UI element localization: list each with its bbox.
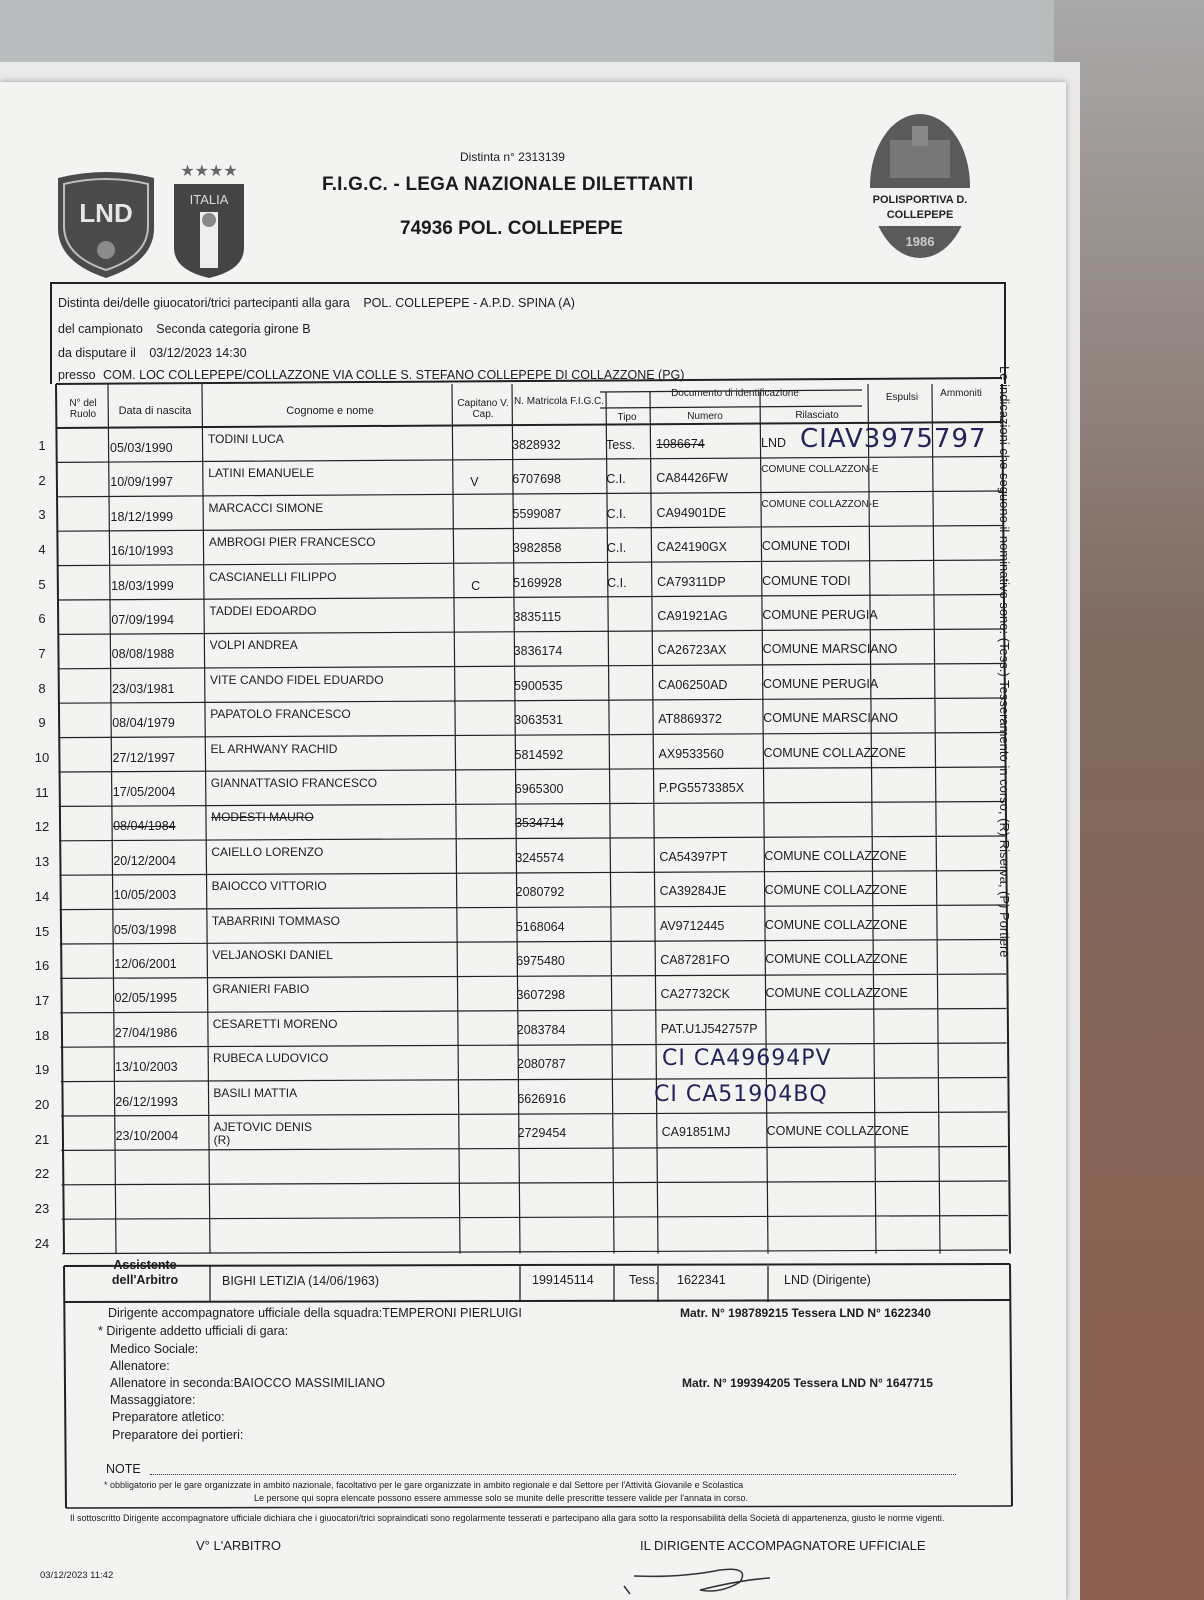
row-number: 21 — [34, 1131, 50, 1147]
figc-matricola: 2080787 — [517, 1057, 566, 1072]
massaggiatore-label: Massaggiatore: — [110, 1393, 196, 1407]
svg-text:COLLEPEPE: COLLEPEPE — [886, 209, 954, 221]
row-number: 18 — [34, 1027, 50, 1043]
player-name: PAPATOLO FRANCESCO — [210, 707, 351, 722]
distinta-number: Distinta n° 2313139 — [460, 150, 565, 164]
document-type: C.I. — [606, 541, 627, 556]
birth-date: 05/03/1998 — [113, 922, 177, 937]
addetto-label: * Dirigente addetto ufficiali di gara: — [98, 1324, 289, 1338]
player-name: BASILI MATTIA — [213, 1085, 298, 1100]
document-number: AX9533560 — [658, 746, 724, 761]
header-ammoniti: Ammoniti — [940, 388, 982, 399]
handwritten-row19: CI CA49694PV — [662, 1046, 832, 1071]
note-dotted-line — [150, 1474, 956, 1475]
header-matricola: N. Matricola F.I.G.C. — [514, 396, 605, 407]
row-number: 19 — [34, 1062, 50, 1078]
player-name: CAIELLO LORENZO — [211, 844, 324, 859]
document-number: 1086674 — [656, 437, 705, 451]
side-legend: Le indicazioni che seguono il nominativo sono: (Tess.) Tesseramento in corso, (R) Riserva, (P) Portiere — [997, 366, 1012, 958]
row-number: 16 — [34, 958, 50, 974]
row-number: 12 — [34, 819, 50, 835]
figc-matricola: 3835115 — [513, 610, 562, 624]
match-label: Distinta dei/delle giuocatori/trici partecipanti alla gara — [58, 296, 350, 310]
row-number: 8 — [38, 680, 46, 696]
document-issuer: COMUNE COLLAZZONE — [765, 986, 908, 1001]
atletico-label: Preparatore atletico: — [112, 1410, 225, 1424]
player-name: MODESTI MAURO — [211, 810, 314, 825]
venue-label: presso — [58, 368, 96, 382]
document-issuer: COMUNE COLLAZZONE — [764, 917, 908, 932]
birth-date: 02/05/1995 — [114, 991, 178, 1006]
figc-matricola: 6707698 — [512, 472, 561, 487]
row-number: 6 — [38, 611, 46, 627]
figc-matricola: 2083784 — [516, 1022, 566, 1037]
document-title: F.I.G.C. - LEGA NAZIONALE DILETTANTI — [322, 174, 694, 195]
lnd-logo — [54, 170, 158, 282]
document-issuer: COMUNE MARSCIANO — [763, 711, 898, 726]
figc-matricola: 2080792 — [515, 885, 565, 900]
assistant-tipo: Tess. — [629, 1273, 659, 1287]
birth-date: 26/12/1993 — [115, 1094, 178, 1109]
row-number: 10 — [34, 750, 50, 766]
document-number: AV9712445 — [659, 918, 725, 933]
header-numero: Numero — [687, 411, 723, 422]
allenatore2-label: Allenatore in seconda: — [110, 1376, 234, 1390]
row-number: 14 — [34, 888, 50, 904]
document-number: CA79311DP — [657, 574, 726, 589]
row-number: 15 — [34, 923, 50, 939]
birth-date: 08/08/1988 — [111, 647, 175, 662]
date-line — [58, 346, 247, 360]
figc-matricola: 3063531 — [514, 713, 563, 728]
header-documento: Documento di identificazione — [671, 388, 799, 399]
captain-mark: V — [470, 475, 479, 490]
figc-matricola: 5169928 — [513, 575, 562, 590]
date-value: 03/12/2023 14:30 — [149, 346, 247, 360]
figc-matricola: 2729454 — [517, 1126, 567, 1140]
birth-date: 10/05/2003 — [113, 888, 177, 903]
document-number: CA39284JE — [659, 884, 727, 899]
birth-date: 08/04/1979 — [112, 716, 175, 731]
document-number: CA87281FO — [660, 953, 730, 967]
document-number: CA27732CK — [660, 987, 730, 1002]
header-espulsi: Espulsi — [885, 392, 919, 403]
note-label: NOTE — [106, 1462, 141, 1476]
figc-matricola: 3534714 — [515, 816, 564, 831]
championship-label: del campionato — [58, 322, 143, 336]
document-issuer: COMUNE PERUGIA — [762, 608, 878, 622]
document-type: C.I. — [606, 472, 626, 487]
document-issuer: COMUNE MARSCIANO — [762, 642, 898, 657]
figc-matricola: 6965300 — [514, 782, 564, 796]
document-number: AT8869372 — [658, 712, 722, 727]
birth-date: 10/09/1997 — [110, 475, 173, 490]
championship-line — [58, 322, 311, 336]
birth-date: 05/03/1990 — [110, 441, 173, 455]
figc-matricola: 6975480 — [516, 954, 565, 968]
row-number: 1 — [38, 438, 46, 453]
player-name: EL ARHWANY RACHID — [210, 741, 338, 756]
document-number: CA26723AX — [657, 643, 727, 658]
document-issuer: COMUNE COLLAZZONE — [763, 745, 906, 760]
club-name: 74936 POL. COLLEPEPE — [400, 218, 623, 239]
allenatore2-matr: Matr. N° 199394205 Tessera LND N° 1647715 — [682, 1376, 933, 1390]
player-name: CASCIANELLI FILIPPO — [209, 569, 337, 584]
dirigente-line — [108, 1306, 522, 1320]
match-value: POL. COLLEPEPE - A.P.D. SPINA (A) — [363, 296, 575, 310]
player-name: RUBECA LUDOVICO — [213, 1051, 329, 1066]
row-number: 11 — [35, 784, 49, 800]
captain-mark: C — [471, 578, 481, 593]
row-number: 24 — [34, 1235, 50, 1251]
dirigente-name: TEMPERONI PIERLUIGI — [382, 1306, 522, 1320]
figc-matricola: 3607298 — [516, 988, 566, 1003]
match-line — [58, 296, 575, 310]
allenatore-label: Allenatore: — [110, 1359, 170, 1373]
birth-date: 18/03/1999 — [111, 578, 174, 593]
document-type: C.I. — [607, 575, 627, 590]
italia-logo — [170, 160, 248, 280]
player-name: TODINI LUCA — [208, 432, 284, 446]
header-nome: Cognome e nome — [286, 405, 374, 417]
document-issuer: COMUNE TODI — [761, 539, 851, 554]
club-logo — [868, 112, 972, 260]
document-type: C.I. — [606, 506, 626, 521]
birth-date: 23/03/1981 — [111, 681, 175, 696]
print-date: 03/12/2023 11:42 — [40, 1570, 114, 1581]
portieri-label: Preparatore dei portieri: — [112, 1428, 244, 1442]
figc-matricola: 6626916 — [517, 1091, 566, 1106]
venue-value: COM. LOC COLLEPEPE/COLLAZZONE VIA COLLE S. STEFANO COLLEPEPE DI COLLAZZONE (PG) — [103, 368, 685, 382]
row-number: 5 — [38, 576, 46, 592]
player-name: TABARRINI TOMMASO — [211, 913, 340, 928]
figc-matricola: 3836174 — [513, 644, 563, 659]
svg-text:★★★★: ★★★★ — [180, 163, 238, 180]
document-issuer: COMUNE COLLAZZONE — [764, 848, 907, 863]
player-name: LATINI EMANUELE — [208, 466, 315, 481]
figc-matricola: 5814592 — [514, 747, 564, 762]
player-name: VELJANOSKI DANIEL — [212, 948, 333, 962]
svg-text:POLISPORTIVA D.: POLISPORTIVA D. — [872, 194, 968, 206]
player-name: VOLPI ANDREA — [209, 638, 298, 653]
assistant-name: BIGHI LETIZIA (14/06/1963) — [222, 1274, 380, 1288]
assistant-numero: 1622341 — [677, 1273, 726, 1287]
svg-text:LND: LND — [79, 198, 133, 228]
dirigente-matr: Matr. N° 198789215 Tessera LND N° 1622340 — [680, 1306, 931, 1320]
birth-date: 16/10/1993 — [110, 544, 174, 559]
document-number: PAT.U1J542757P — [660, 1021, 758, 1036]
birth-date: 27/04/1986 — [114, 1025, 178, 1040]
document-issuer: COMUNE TODI — [762, 573, 851, 588]
svg-text:1986: 1986 — [905, 234, 935, 249]
document-issuer: COMUNE PERUGIA — [762, 676, 879, 691]
footnote-2: Le persone qui sopra elencate possono essere ammesse solo se munite delle prescritte tessere valide per l'annata in corso. — [254, 1493, 748, 1503]
player-name: BAIOCCO VITTORIO — [211, 879, 327, 894]
footnote-1: * obbligatorio per le gare organizzate in ambito nazionale, facoltativo per le gare organizzate in ambito regionale e dal Settore per l'Attività Giovanile e Scolastica — [104, 1480, 744, 1490]
figc-matricola: 3828932 — [512, 438, 561, 452]
player-role-tag: (R) — [213, 1133, 231, 1147]
header-capitano: Capitano V. Cap. — [457, 398, 509, 420]
allenatore2-line — [110, 1376, 385, 1390]
document-number: CA54397PT — [659, 849, 728, 864]
date-label: da disputare il — [58, 346, 136, 360]
header-nascita: Data di nascita — [118, 405, 192, 417]
row-number: 9 — [38, 715, 46, 731]
handwritten-row20: CI CA51904BQ — [654, 1082, 828, 1107]
birth-date: 18/12/1999 — [110, 509, 174, 524]
document-number: P.PG5573385X — [658, 781, 745, 795]
assistant-rilasciato: LND (Dirigente) — [784, 1273, 871, 1287]
document-issuer: COMUNE COLLAZZONE — [766, 1124, 909, 1138]
player-name: MARCACCI SIMONE — [208, 500, 324, 515]
row-number: 20 — [34, 1096, 50, 1112]
birth-date: 23/10/2004 — [115, 1129, 179, 1143]
venue-line — [58, 368, 684, 382]
handwritten-row1: CIAV3975797 — [800, 424, 987, 454]
document-number: CA91851MJ — [661, 1125, 731, 1139]
player-name: TADDEI EDOARDO — [209, 604, 317, 618]
player-name: GRANIERI FABIO — [212, 982, 310, 997]
header-tipo: Tipo — [617, 412, 637, 423]
row-number: 22 — [34, 1166, 50, 1182]
svg-text:ITALIA: ITALIA — [189, 192, 229, 207]
birth-date: 12/06/2001 — [114, 957, 177, 971]
document-number: CA94901DE — [656, 505, 727, 520]
player-name: CESARETTI MORENO — [212, 1016, 338, 1031]
player-name: AJETOVIC DENIS — [213, 1120, 313, 1134]
birth-date: 13/10/2003 — [115, 1060, 178, 1075]
medico-label: Medico Sociale: — [110, 1342, 199, 1356]
dirigente-signature — [620, 1556, 780, 1596]
row-number: 7 — [38, 646, 46, 662]
document-issuer: LND — [761, 436, 787, 450]
document-number: CA24190GX — [656, 540, 728, 555]
document-number: CA06250AD — [657, 677, 728, 692]
arbitro-label: V° L'ARBITRO — [196, 1538, 281, 1553]
header-rilasciato: Rilasciato — [795, 410, 839, 421]
document-issuer: COMUNE COLLAZZON-E — [761, 464, 879, 476]
figc-matricola: 5168064 — [515, 919, 565, 934]
row-number: 23 — [34, 1200, 50, 1216]
assistant-matr: 199145114 — [532, 1273, 594, 1287]
assistant-label: Assistente dell'Arbitro — [111, 1258, 179, 1287]
row-number: 4 — [38, 542, 46, 558]
document-issuer: COMUNE COLLAZZONE — [764, 883, 908, 898]
document-number: CA84426FW — [656, 471, 728, 486]
championship-value: Seconda categoria girone B — [156, 322, 311, 336]
header-ruolo: N° del Ruolo — [69, 398, 97, 420]
row-number: 3 — [38, 507, 46, 523]
dirigente-label: Dirigente accompagnatore ufficiale della squadra: — [108, 1306, 383, 1320]
birth-date: 20/12/2004 — [113, 853, 176, 868]
birth-date: 07/09/1994 — [111, 613, 174, 627]
player-name: GIANNATTASIO FRANCESCO — [210, 776, 378, 790]
row-number: 2 — [38, 472, 46, 488]
row-number: 13 — [34, 854, 50, 870]
player-name: AMBROGI PIER FRANCESCO — [208, 535, 376, 550]
figc-matricola: 3245574 — [515, 850, 565, 865]
document-number: CA91921AG — [657, 609, 728, 623]
birth-date: 27/12/1997 — [112, 750, 176, 765]
birth-date: 17/05/2004 — [112, 785, 176, 799]
figc-matricola: 3982858 — [512, 541, 562, 556]
birth-date: 08/04/1984 — [113, 819, 176, 834]
figc-matricola: 5900535 — [513, 678, 563, 693]
dirigente-signature-label: IL DIRIGENTE ACCOMPAGNATORE UFFICIALE — [640, 1538, 926, 1553]
document-type: Tess. — [606, 438, 636, 452]
document-issuer: COMUNE COLLAZZONE — [765, 952, 908, 966]
figc-matricola: 5599087 — [512, 506, 562, 521]
allenatore2-name: BAIOCCO MASSIMILIANO — [233, 1376, 386, 1390]
row-number: 17 — [34, 992, 50, 1008]
declaration: Il sottoscritto Dirigente accompagnatore ufficiale dichiara che i giuocatori/trici sopraindicati sono regolarmente tesserati e partecipano alla gara sotto la responsabilità della Società di appartenenza, giusto le norme vigenti. — [70, 1513, 945, 1523]
player-name: VITE CANDO FIDEL EDUARDO — [209, 672, 384, 687]
document-issuer: COMUNE COLLAZZON-E — [761, 498, 879, 510]
